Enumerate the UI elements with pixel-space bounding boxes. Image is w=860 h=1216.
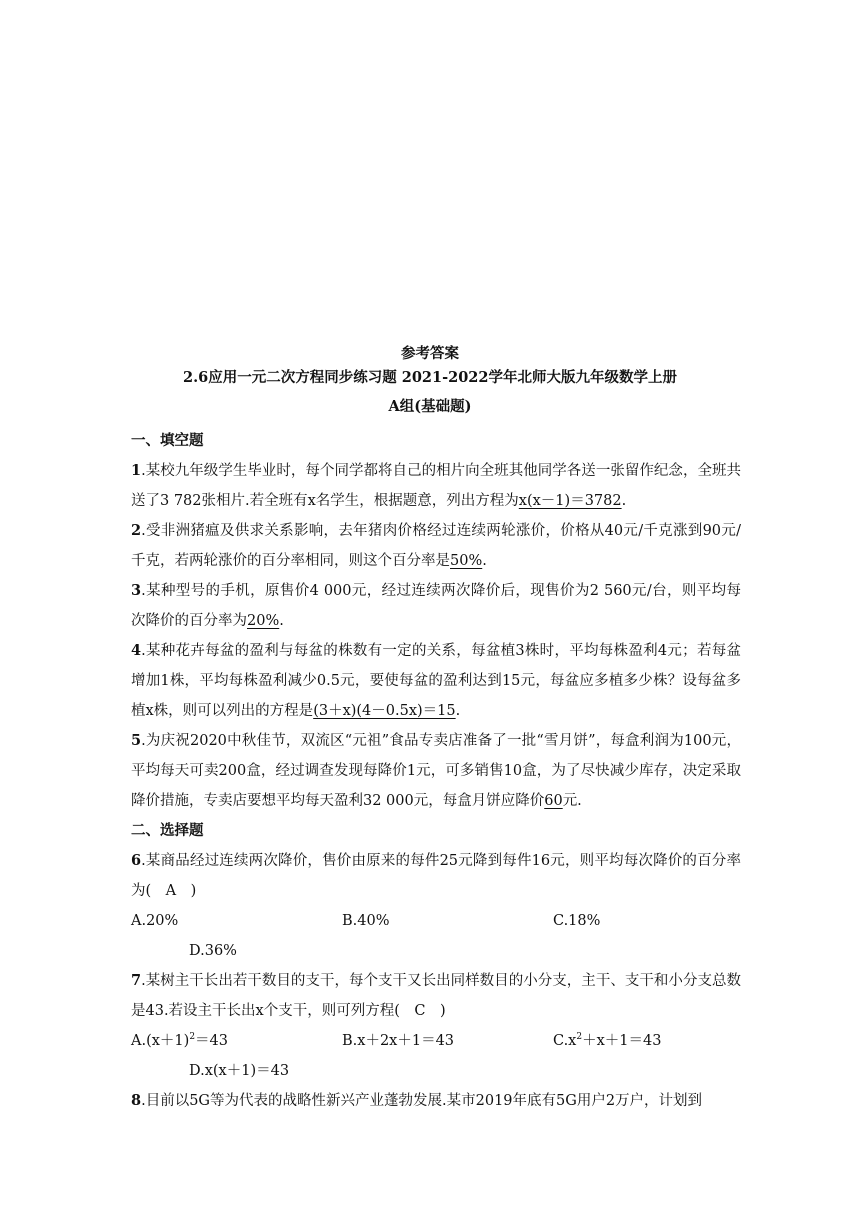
option-a: A.20% [131,913,179,929]
question-answer: 20% [247,613,280,629]
options-row [131,906,741,936]
option-c-text-tail: ＋x＋1＝43 [582,1033,662,1049]
option-b: B.x＋2x＋1＝43 [342,1033,455,1049]
question-number: 7 [131,972,142,989]
options-row [131,936,741,966]
question-tail: . [482,553,487,569]
question-text: .某校九年级学生毕业时，每个同学都将自己的相片向全班其他同学各送一张留作纪念，全班共送了3 782张相片.若全班有x名学生，根据题意，列出方程为 [131,463,741,509]
option-c-text: C.x [553,1033,577,1049]
document-subtitle: 2.6应用一元二次方程同步练习题 2021-2022学年北师大版九年级数学上册 [182,369,677,386]
question-number: 8 [131,1092,142,1109]
question-2 [131,516,741,576]
question-8 [131,1086,741,1116]
question-7 [131,966,741,1026]
option-c [553,1026,661,1056]
question-1 [131,456,741,516]
question-text: .某商品经过连续两次降价，售价由原来的每件25元降到每件16元，则平均每次降价的百分率为( A ) [131,853,741,899]
question-number: 3 [131,582,142,599]
question-number: 2 [131,522,142,539]
question-tail: . [455,703,461,719]
question-answer: 50% [450,553,483,569]
question-answer: x(x－1)＝3782 [518,493,622,509]
question-3 [131,576,741,636]
answer-key-title: 参考答案 [401,345,459,362]
question-text: .目前以5G等为代表的战略性新兴产业蓬勃发展.某市2019年底有5G用户2万户，计划到 [141,1093,703,1109]
question-number: 5 [131,732,142,749]
question-tail: 元. [562,793,582,809]
group-heading: A组(基础题) [388,398,472,415]
option-c: C.18% [553,913,601,929]
option-b: B.40% [342,913,390,929]
exponent: 2 [576,1032,583,1043]
option-a-text-tail: ＝43 [195,1033,228,1049]
document-body [131,426,741,1116]
question-text: .某树主干长出若干数目的支干，每个支干又长出同样数目的小分支，主干、支干和小分支总数是43.若设主干长出x个支干，则可列方程( C ) [131,973,741,1019]
question-text: .某种型号的手机，原售价4 000元，经过连续两次降价后，现售价为2 560元/台，则平均每次降价的百分率为 [131,583,741,629]
option-d: D.36% [189,943,237,959]
question-tail: . [279,613,284,629]
question-number: 6 [131,852,142,869]
question-text: .为庆祝2020中秋佳节，双流区“元祖”食品专卖店准备了一批“雪月饼”，每盒利润为100元，平均每天可卖200盒，经过调查发现每降价1元，可多销售10盒，为了尽快减少库存，决定采取降价措施，专卖店要想平均每天盈利32 000元，每盒月饼应降价 [131,733,741,809]
option-a [131,1026,228,1056]
question-tail: . [621,493,627,509]
question-answer: (3＋x)(4－0.5x)＝15 [313,703,456,719]
option-d: D.x(x＋1)＝43 [189,1063,290,1079]
question-number: 1 [131,462,142,479]
question-text: .某种花卉每盆的盈利与每盆的株数有一定的关系，每盆植3株时，平均每株盈利4元；若每盆增加1株，平均每株盈利减少0.5元，要使每盆的盈利达到15元，每盆应多植多少株？设每盆多植x株，则可以列出的方程是 [131,643,741,719]
question-6 [131,846,741,906]
exponent: 2 [189,1032,196,1043]
question-answer: 60 [544,793,563,809]
question-4 [131,636,741,726]
option-a-text: A.(x＋1) [131,1033,190,1049]
question-text: .受非洲猪瘟及供求关系影响，去年猪肉价格经过连续两轮涨价，价格从40元/千克涨到90元/千克，若两轮涨价的百分率相同，则这个百分率是 [131,523,741,569]
question-5 [131,726,741,816]
section-heading-choice: 二、选择题 [131,822,204,839]
options-row [131,1056,741,1086]
section-heading-fill-blank: 一、填空题 [131,432,204,449]
options-row [131,1026,741,1056]
question-number: 4 [131,642,142,659]
